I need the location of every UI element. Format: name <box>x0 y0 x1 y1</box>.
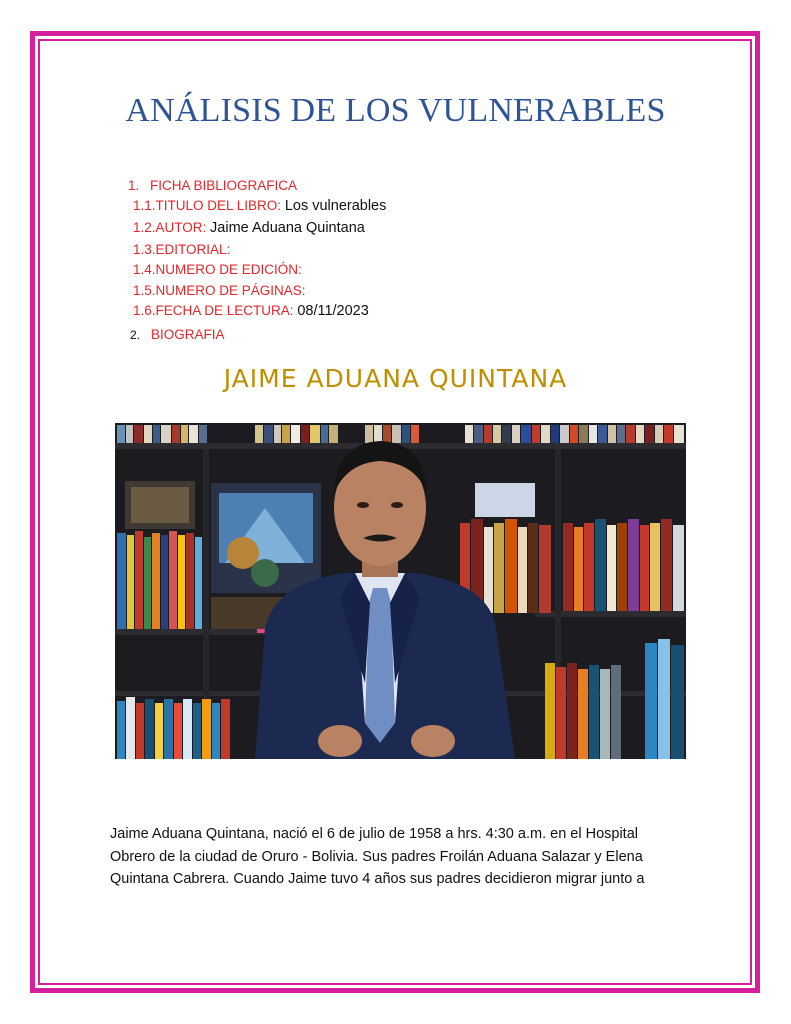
biografia-label: BIOGRAFIA <box>151 327 225 342</box>
author-heading: JAIME ADUANA QUINTANA <box>223 364 568 393</box>
ficha-heading <box>128 178 297 193</box>
field-fecha-value: 08/11/2023 <box>297 303 369 319</box>
ficha-heading-label: FICHA BIBLIOGRAFICA <box>150 178 298 193</box>
field-autor-value: Jaime Aduana Quintana <box>210 220 365 236</box>
field-paginas-label: 1.5.NUMERO DE PÁGINAS: <box>133 283 306 298</box>
field-editorial-label: 1.3.EDITORIAL: <box>133 242 231 257</box>
field-paginas <box>133 283 306 299</box>
ficha-heading-number: 1. <box>128 178 140 193</box>
field-titulo-value: Los vulnerables <box>284 198 387 214</box>
field-autor <box>133 220 365 236</box>
paragraph-line: Quintana Cabrera. Cuando Jaime tuvo 4 años sus padres decidieron migrar junto a <box>110 871 645 887</box>
field-autor-label: 1.2.AUTOR: <box>133 220 207 235</box>
field-fecha-label: 1.6.FECHA DE LECTURA: <box>133 303 294 318</box>
field-fecha <box>133 303 369 319</box>
field-edicion-label: 1.4.NUMERO DE EDICIÓN: <box>133 262 302 277</box>
field-titulo <box>133 198 386 214</box>
biografia-heading <box>130 327 225 342</box>
field-edicion <box>133 262 302 278</box>
document-title: ANÁLISIS DE LOS VULNERABLES <box>125 92 666 129</box>
biografia-number: 2. <box>130 328 141 342</box>
paragraph-line: Obrero de la ciudad de Oruro - Bolivia. Sus padres Froilán Aduana Salazar y Elena <box>110 848 643 865</box>
author-photo <box>115 423 686 759</box>
biography-paragraph <box>110 823 690 891</box>
paragraph-line: Jaime Aduana Quintana, nació el 6 de julio de 1958 a hrs. 4:30 a.m. en el Hospital <box>110 826 638 842</box>
field-editorial <box>133 242 230 258</box>
field-titulo-label: 1.1.TITULO DEL LIBRO: <box>133 198 282 213</box>
